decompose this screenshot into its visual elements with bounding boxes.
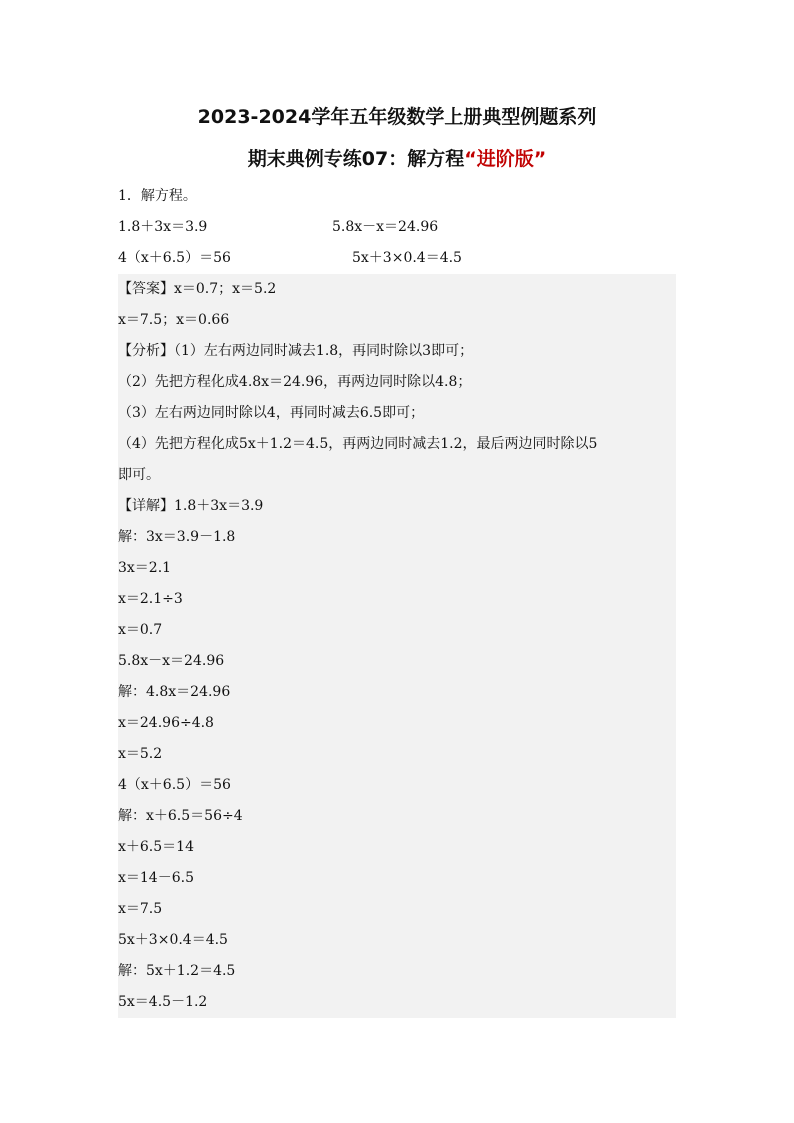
detail-line: 解：x＋6.5＝56÷4 [118,808,243,824]
subtitle-highlight: “进阶版” [464,148,547,170]
detail-line: x＝14－6.5 [118,870,194,886]
document-title: 2023-2024学年五年级数学上册典型例题系列 [197,106,597,128]
detail-line: x＝2.1÷3 [118,591,183,607]
equation-1: 1.8＋3x＝3.9 [118,219,208,235]
detail-line: 3x＝2.1 [118,560,172,576]
analysis-line-3: （3）左右两边同时除以4，再同时减去6.5即可； [118,405,425,421]
analysis-line-2: （2）先把方程化成4.8x＝24.96，再两边同时除以4.8； [118,374,472,390]
subtitle-main: 期末典例专练07：解方程 [247,148,465,170]
detail-line: 5.8x－x＝24.96 [118,653,225,669]
equation-3: 4（x＋6.5）＝56 [118,250,231,266]
answer-line-1: 【答案】x＝0.7；x＝5.2 [118,281,277,297]
equation-row-1 [118,212,676,243]
document-subtitle [0,146,794,172]
equation-2: 5.8x－x＝24.96 [332,219,439,235]
question-heading: 1．解方程。 [118,188,197,204]
detail-line: 【详解】1.8＋3x＝3.9 [118,498,264,514]
detail-line: 5x＋3×0.4＝4.5 [118,932,228,948]
detail-line: x＝7.5 [118,901,163,917]
detail-line: 5x＝4.5－1.2 [118,994,208,1010]
equation-row-2 [118,243,676,274]
solution-block [118,274,676,1018]
document-body [118,181,676,1018]
analysis-line-1: 【分析】（1）左右两边同时减去1.8，再同时除以3即可； [118,343,474,359]
detail-line: 4（x＋6.5）＝56 [118,777,231,793]
analysis-line-5: 即可。 [118,467,160,483]
analysis-line-4: （4）先把方程化成5x＋1.2＝4.5，再两边同时减去1.2，最后两边同时除以5 [118,436,598,452]
answer-line-2: x＝7.5；x＝0.66 [118,312,230,328]
detail-line: x＝0.7 [118,622,163,638]
detail-line: x＋6.5＝14 [118,839,194,855]
detail-line: x＝24.96÷4.8 [118,715,214,731]
detail-line: x＝5.2 [118,746,163,762]
detail-line: 解：3x＝3.9－1.8 [118,529,236,545]
equation-4: 5x＋3×0.4＝4.5 [352,250,462,266]
detail-line: 解：4.8x＝24.96 [118,684,231,700]
detail-line: 解：5x＋1.2＝4.5 [118,963,236,979]
